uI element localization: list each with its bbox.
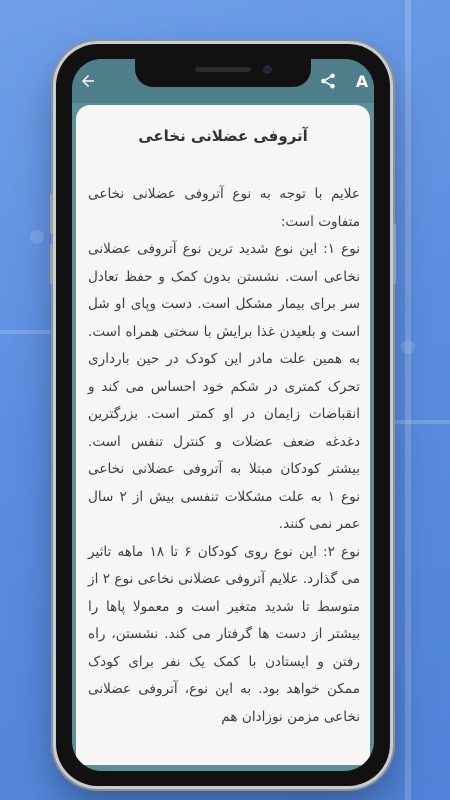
background-node (401, 340, 415, 354)
front-camera (263, 65, 272, 74)
share-icon (319, 72, 337, 90)
article-paragraph: علایم با توجه به نوع آتروفی عضلانی نخاعی متفاوت است: (88, 186, 360, 230)
speaker-grille (195, 67, 251, 72)
arrow-left-icon (79, 72, 97, 90)
power-button (393, 224, 396, 284)
background-node (30, 230, 44, 244)
camera-notch (135, 59, 311, 87)
font-size-icon: A (355, 71, 369, 91)
volume-button (50, 244, 53, 284)
article-body (88, 181, 360, 731)
article-paragraph: نوع ۲: این نوع روی کودکان ۶ تا ۱۸ ماهه تاثیر می گذارد. علایم آتروفی عضلانی نخاعی نوع ۲ از متوسط تا شدید متغیر است و معمولا پاها را بیشتر از دست ها گرفتار می کند. نشستن، راه رفتن و ایستادن با کمک یک نفر برای کودک ممکن خواهد بود. به این نوع، آتروفی عضلانی نخاعی مزمن نوزادان هم (88, 543, 360, 725)
back-button[interactable] (76, 69, 100, 93)
share-button[interactable] (316, 69, 340, 93)
background-line (0, 330, 60, 334)
font-size-button[interactable] (350, 69, 374, 93)
article-paragraph: نوع ۱: این نوع شدید ترین نوع آتروفی عضلانی نخاعی است. نشستن بدون کمک و حفظ تعادل سر برای بیمار مشکل است. دست وپای او شل است و بلعیدن غذا برایش با سختی همراه است. به همین علت مادر این کودک در حین بارداری تحرک کمتری در شکم خود احساس می کند و انقباضات زایمان در او کمتر است. بزرگترین دغدغه ضعف عضلات و کنترل تنفس است. بیشتر کودکان مبتلا به آتروفی عضلانی نخاعی نوع ۱ به علت مشکلات تنفسی بیش از ۲ سال عمر نمی کنند. (88, 241, 360, 532)
phone-screen (72, 59, 374, 771)
article-card[interactable] (76, 105, 370, 765)
background-line (390, 420, 450, 424)
article-title: آتروفی عضلانی نخاعی (138, 127, 308, 145)
background-line (405, 0, 411, 800)
phone-frame (56, 44, 390, 786)
volume-button (50, 194, 53, 234)
